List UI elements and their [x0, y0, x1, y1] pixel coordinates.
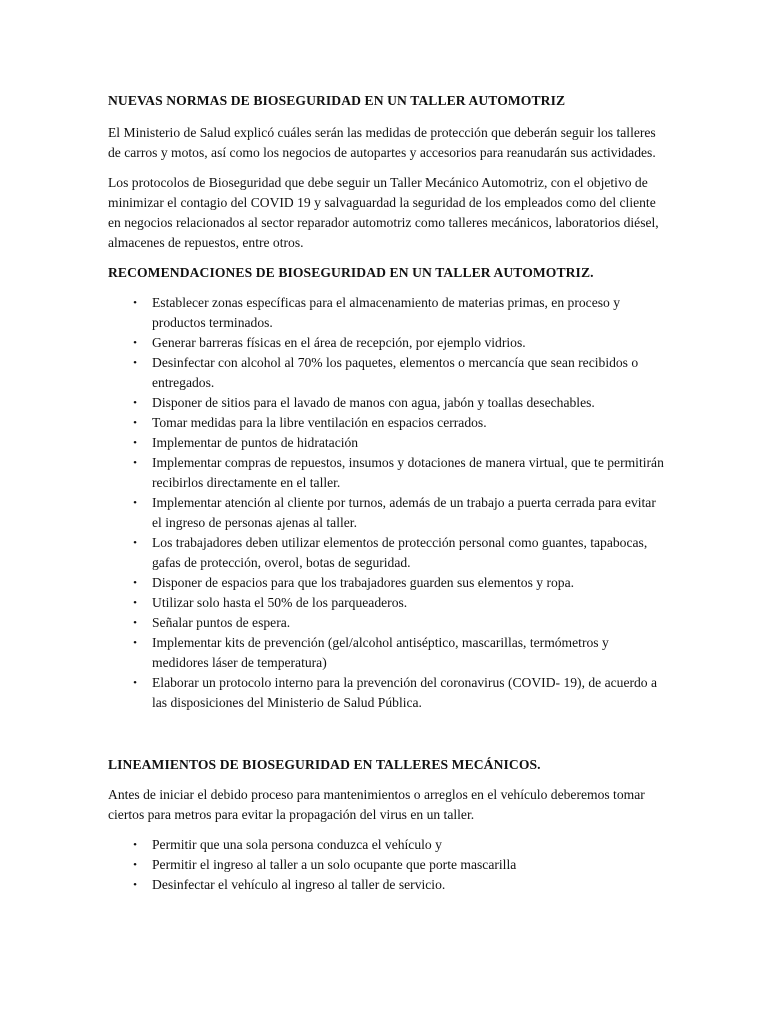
list-item-text: Permitir el ingreso al taller a un solo ocupante que porte mascarilla	[152, 857, 517, 872]
section-heading-recommendations: RECOMENDACIONES DE BIOSEGURIDAD EN UN TALLER AUTOMOTRIZ.	[108, 265, 594, 280]
list-item-text: Utilizar solo hasta el 50% de los parqueaderos.	[152, 595, 408, 610]
list-item	[108, 433, 668, 453]
list-item	[108, 673, 668, 713]
bullet-icon: •	[133, 839, 137, 851]
intro-paragraph-2: Los protocolos de Bioseguridad que debe seguir un Taller Mecánico Automotriz, con el objetivo de minimizar el contagio del COVID 19 y salvaguardad la seguridad de los empleados como del cliente en negocios relacionados al sector reparador automotriz como talleres mecánicos, laboratorios diésel, almacenes de repuestos, entre otros.	[108, 175, 659, 250]
document-body	[108, 91, 668, 895]
list-item-text: Disponer de espacios para que los trabajadores guarden sus elementos y ropa.	[152, 575, 575, 590]
bullet-icon: •	[133, 497, 137, 509]
list-item	[108, 413, 668, 433]
list-item	[108, 613, 668, 633]
list-item-text: Disponer de sitios para el lavado de manos con agua, jabón y toallas desechables.	[152, 395, 595, 410]
list-item	[108, 573, 668, 593]
list-item-text: Implementar atención al cliente por turnos, además de un trabajo a puerta cerrada para evitar el ingreso de personas ajenas al taller.	[152, 495, 656, 530]
list-item	[108, 493, 668, 533]
bullet-icon: •	[133, 397, 137, 409]
list-item	[108, 333, 668, 353]
document-title: NUEVAS NORMAS DE BIOSEGURIDAD EN UN TALLER AUTOMOTRIZ	[108, 93, 566, 108]
list-item-text: Implementar compras de repuestos, insumos y dotaciones de manera virtual, que te permitirán recibirlos directamente en el taller.	[152, 455, 664, 490]
list-item	[108, 633, 668, 673]
list-item	[108, 875, 668, 895]
list-item-text: Señalar puntos de espera.	[152, 615, 291, 630]
list-item	[108, 393, 668, 413]
recommendations-list	[108, 293, 668, 713]
list-item-text: Establecer zonas específicas para el almacenamiento de materias primas, en proceso y productos terminados.	[152, 295, 621, 330]
intro-paragraph-1: El Ministerio de Salud explicó cuáles serán las medidas de protección que deberán seguir los talleres de carros y motos, así como los negocios de autopartes y accesorios para reanudarán sus actividades.	[108, 125, 656, 160]
bullet-icon: •	[133, 537, 137, 549]
list-item-text: Desinfectar con alcohol al 70% los paquetes, elementos o mercancía que sean recibidos o entregados.	[152, 355, 639, 390]
list-item	[108, 533, 668, 573]
list-item-text: Los trabajadores deben utilizar elementos de protección personal como guantes, tapabocas, gafas de protección, overol, botas de seguridad.	[152, 535, 648, 570]
guidelines-paragraph: Antes de iniciar el debido proceso para mantenimientos o arreglos en el vehículo deberemos tomar ciertos para metros para evitar la propagación del virus en un taller.	[108, 787, 645, 822]
bullet-icon: •	[133, 879, 137, 891]
list-item-text: Permitir que una sola persona conduzca el vehículo y	[152, 837, 442, 852]
list-item-text: Generar barreras físicas en el área de recepción, por ejemplo vidrios.	[152, 335, 526, 350]
list-item	[108, 835, 668, 855]
bullet-icon: •	[133, 357, 137, 369]
bullet-icon: •	[133, 417, 137, 429]
list-item	[108, 353, 668, 393]
bullet-icon: •	[133, 337, 137, 349]
list-item-text: Implementar kits de prevención (gel/alcohol antiséptico, mascarillas, termómetros y medidores láser de temperatura)	[152, 635, 609, 670]
bullet-icon: •	[133, 637, 137, 649]
bullet-icon: •	[133, 677, 137, 689]
bullet-icon: •	[133, 437, 137, 449]
list-item-text: Tomar medidas para la libre ventilación en espacios cerrados.	[152, 415, 487, 430]
guidelines-list	[108, 835, 668, 895]
list-item-text: Implementar de puntos de hidratación	[152, 435, 359, 450]
list-item-text: Desinfectar el vehículo al ingreso al taller de servicio.	[152, 877, 446, 892]
bullet-icon: •	[133, 617, 137, 629]
bullet-icon: •	[133, 297, 137, 309]
bullet-icon: •	[133, 577, 137, 589]
bullet-icon: •	[133, 859, 137, 871]
section-heading-guidelines: LINEAMIENTOS DE BIOSEGURIDAD EN TALLERES MECÁNICOS.	[108, 757, 541, 772]
list-item-text: Elaborar un protocolo interno para la prevención del coronavirus (COVID- 19), de acuerdo a las disposiciones del Ministerio de Salud Pública.	[152, 675, 658, 710]
bullet-icon: •	[133, 457, 137, 469]
list-item	[108, 593, 668, 613]
list-item	[108, 293, 668, 333]
bullet-icon: •	[133, 597, 137, 609]
list-item	[108, 453, 668, 493]
list-item	[108, 855, 668, 875]
